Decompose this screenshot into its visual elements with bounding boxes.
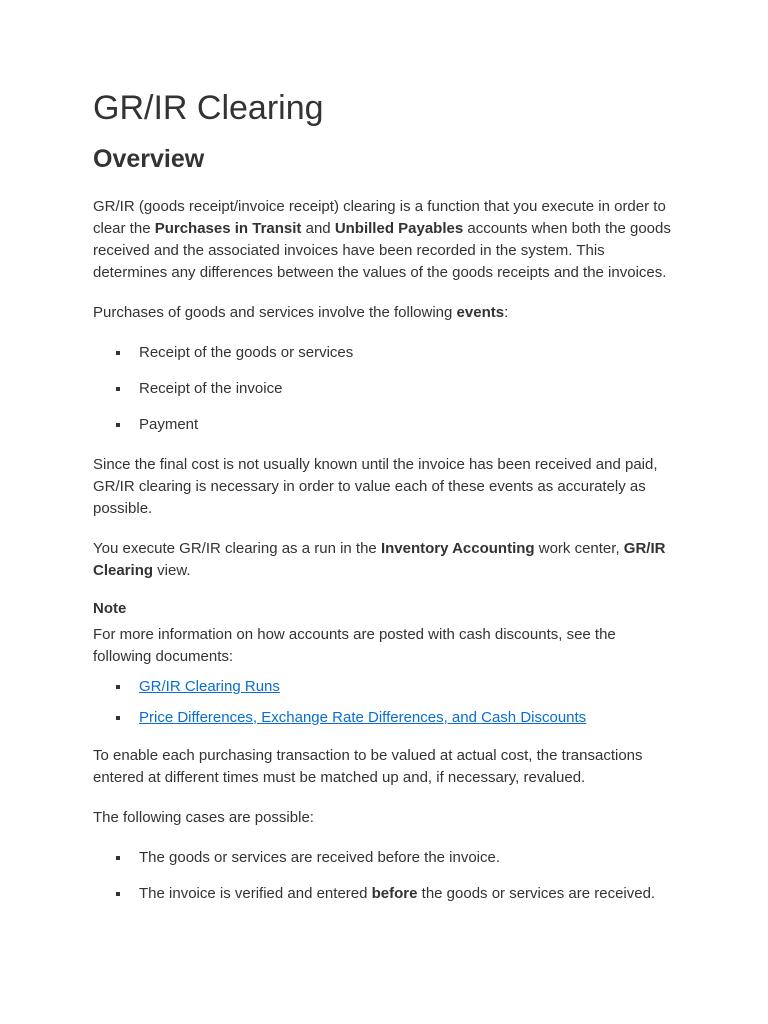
events-intro-text-2: : — [504, 304, 509, 321]
enable-paragraph: To enable each purchasing transaction to be valued at actual cost, the transactions entered at different times must be matched up and, if necessary, revalued. — [93, 747, 643, 786]
gr-ir-clearing-term: GR/IR Clearing — [93, 540, 666, 579]
list-item — [93, 676, 678, 698]
square-bullet-icon — [116, 685, 120, 689]
events-list — [93, 342, 678, 436]
list-item — [93, 847, 678, 869]
execute-text-3: view. — [153, 562, 191, 579]
gr-ir-clearing-runs-link[interactable]: GR/IR Clearing Runs — [139, 678, 280, 695]
case-text: The goods or services are received before the invoice. — [139, 849, 501, 866]
execute-text-2: work center, — [534, 540, 624, 557]
list-item — [93, 883, 678, 905]
intro-paragraph — [93, 196, 678, 284]
events-intro-text-1: Purchases of goods and services involve the following — [93, 304, 457, 321]
square-bullet-icon — [116, 387, 120, 391]
cases-list — [93, 847, 678, 905]
square-bullet-icon — [116, 716, 120, 720]
document-content — [93, 0, 678, 905]
intro-text-1: GR/IR (goods receipt/invoice receipt) clearing is a function that you execute in order to clear the — [93, 198, 666, 237]
note-paragraph: For more information on how accounts are posted with cash discounts, see the following documents: — [93, 626, 616, 665]
events-intro-paragraph — [93, 302, 678, 324]
inventory-accounting-term: Inventory Accounting — [380, 540, 535, 557]
square-bullet-icon — [116, 351, 120, 355]
page-title: GR/IR Clearing — [93, 89, 324, 127]
list-item — [93, 342, 678, 364]
square-bullet-icon — [116, 856, 120, 860]
case-text-1: The invoice is verified and entered — [139, 885, 372, 902]
events-term: events — [456, 304, 505, 321]
square-bullet-icon — [116, 892, 120, 896]
case-text-2: the goods or services are received. — [417, 885, 656, 902]
before-term: before — [371, 885, 418, 902]
overview-heading: Overview — [93, 145, 205, 173]
event-label: Receipt of the invoice — [139, 380, 283, 397]
since-paragraph: Since the final cost is not usually known until the invoice has been received and paid, GR/IR clearing is necessary in order to value each of these events as accurately as possible. — [93, 456, 658, 517]
list-item — [93, 378, 678, 400]
price-differences-link[interactable]: Price Differences, Exchange Rate Differences, and Cash Discounts — [139, 709, 587, 726]
execute-paragraph — [93, 538, 678, 582]
purchases-in-transit-term: Purchases in Transit — [154, 220, 302, 237]
intro-text-3: accounts when both the goods received and the associated invoices have been recorded in the system. This determines any differences between the values of the goods receipts and the invoices. — [93, 220, 671, 281]
square-bullet-icon — [116, 423, 120, 427]
unbilled-payables-term: Unbilled Payables — [334, 220, 464, 237]
list-item — [93, 707, 678, 729]
cases-intro-paragraph: The following cases are possible: — [93, 809, 314, 826]
note-heading: Note — [93, 600, 127, 617]
related-documents-list — [93, 676, 678, 729]
event-label: Receipt of the goods or services — [139, 344, 354, 361]
intro-text-2: and — [301, 220, 335, 237]
execute-text-1: You execute GR/IR clearing as a run in the — [93, 540, 381, 557]
list-item — [93, 414, 678, 436]
event-label: Payment — [139, 416, 199, 433]
